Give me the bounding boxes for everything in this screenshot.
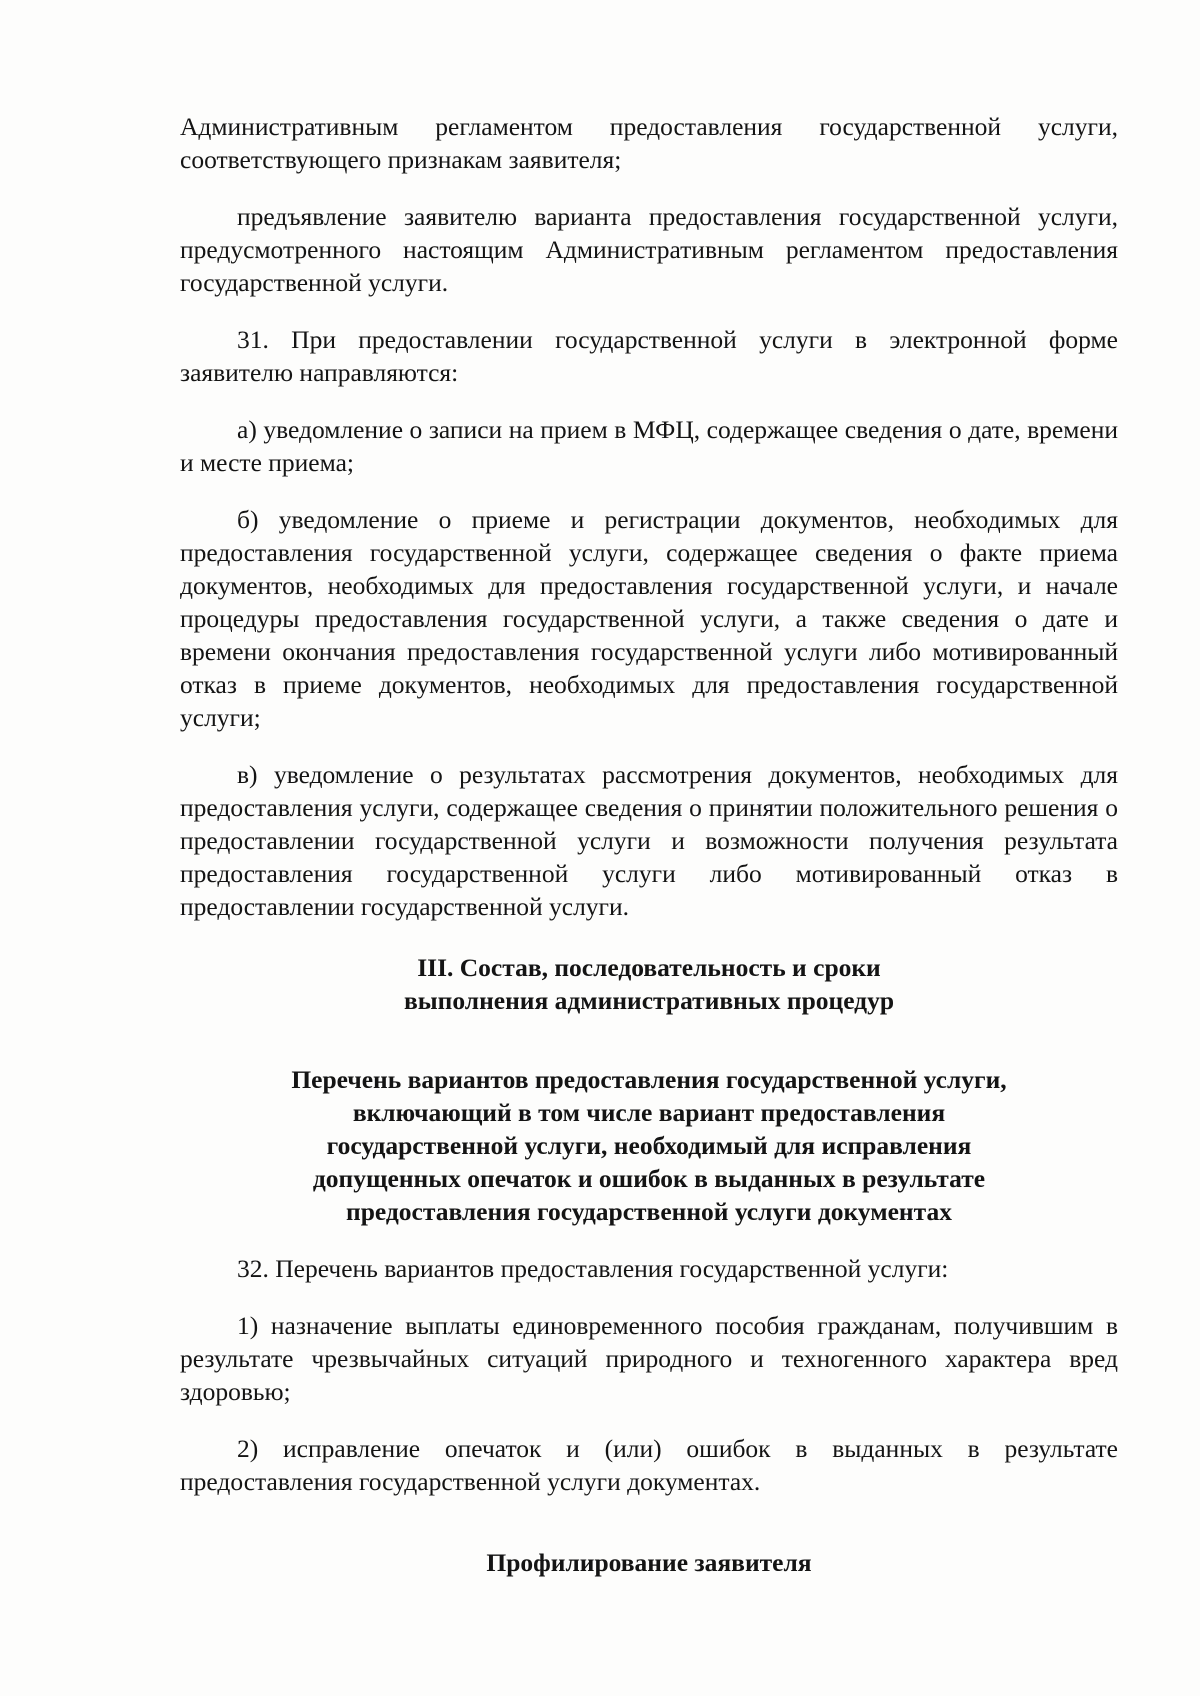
section-heading-line: выполнения административных процедур <box>403 986 895 1015</box>
paragraph-31-a: а) уведомление о записи на прием в МФЦ, содержащее сведения о дате, времени и месте приема; <box>180 415 1118 477</box>
paragraph-32-2: 2) исправление опечаток и (или) ошибок в выданных в результате предоставления государственной услуги документах. <box>180 1434 1118 1496</box>
paragraph-continuation: Административным регламентом предоставления государственной услуги, соответствующего признакам заявителя; <box>180 112 1118 174</box>
variants-heading-line: допущенных опечаток и ошибок в выданных в результате <box>312 1164 986 1193</box>
paragraph-31: 31. При предоставлении государственной услуги в электронной форме заявителю направляются: <box>180 325 1118 387</box>
paragraph-31-b: б) уведомление о приеме и регистрации документов, необходимых для предоставления государственной услуги, содержащее сведения о факте приема документов, необходимых для предоставления государственной услуги, и начале процедуры предоставления государственной услуги, а также сведения о дате и времени окончания предоставления государственной услуги либо мотивированный отказ в приеме документов, необходимых для предоставления государственной услуги; <box>180 505 1118 732</box>
variants-heading-line: включающий в том числе вариант предоставления <box>352 1098 946 1127</box>
section-heading <box>180 951 1118 1017</box>
profiling-heading: Профилирование заявителя <box>486 1548 812 1577</box>
variants-list-heading <box>180 1063 1118 1228</box>
paragraph-32-1: 1) назначение выплаты единовременного пособия гражданам, получившим в результате чрезвычайных ситуаций природного и техногенного характера вред здоровью; <box>180 1311 1118 1406</box>
variants-heading-line: Перечень вариантов предоставления государственной услуги, <box>291 1065 1007 1094</box>
variants-heading-line: государственной услуги, необходимый для исправления <box>326 1131 972 1160</box>
paragraph-variant-presentation: предъявление заявителю варианта предоставления государственной услуги, предусмотренного настоящим Административным регламентом предоставления государственной услуги. <box>180 202 1118 297</box>
section-heading-line: III. Состав, последовательность и сроки <box>417 953 881 982</box>
paragraph-32: 32. Перечень вариантов предоставления государственной услуги: <box>237 1254 949 1283</box>
variants-heading-line: предоставления государственной услуги документах <box>346 1197 952 1226</box>
paragraph-31-v: в) уведомление о результатах рассмотрения документов, необходимых для предоставления услуги, содержащее сведения о принятии положительного решения о предоставлении государственной услуги и возможности получения результата предоставления государственной услуги либо мотивированный отказ в предоставлении государственной услуги. <box>180 760 1118 921</box>
